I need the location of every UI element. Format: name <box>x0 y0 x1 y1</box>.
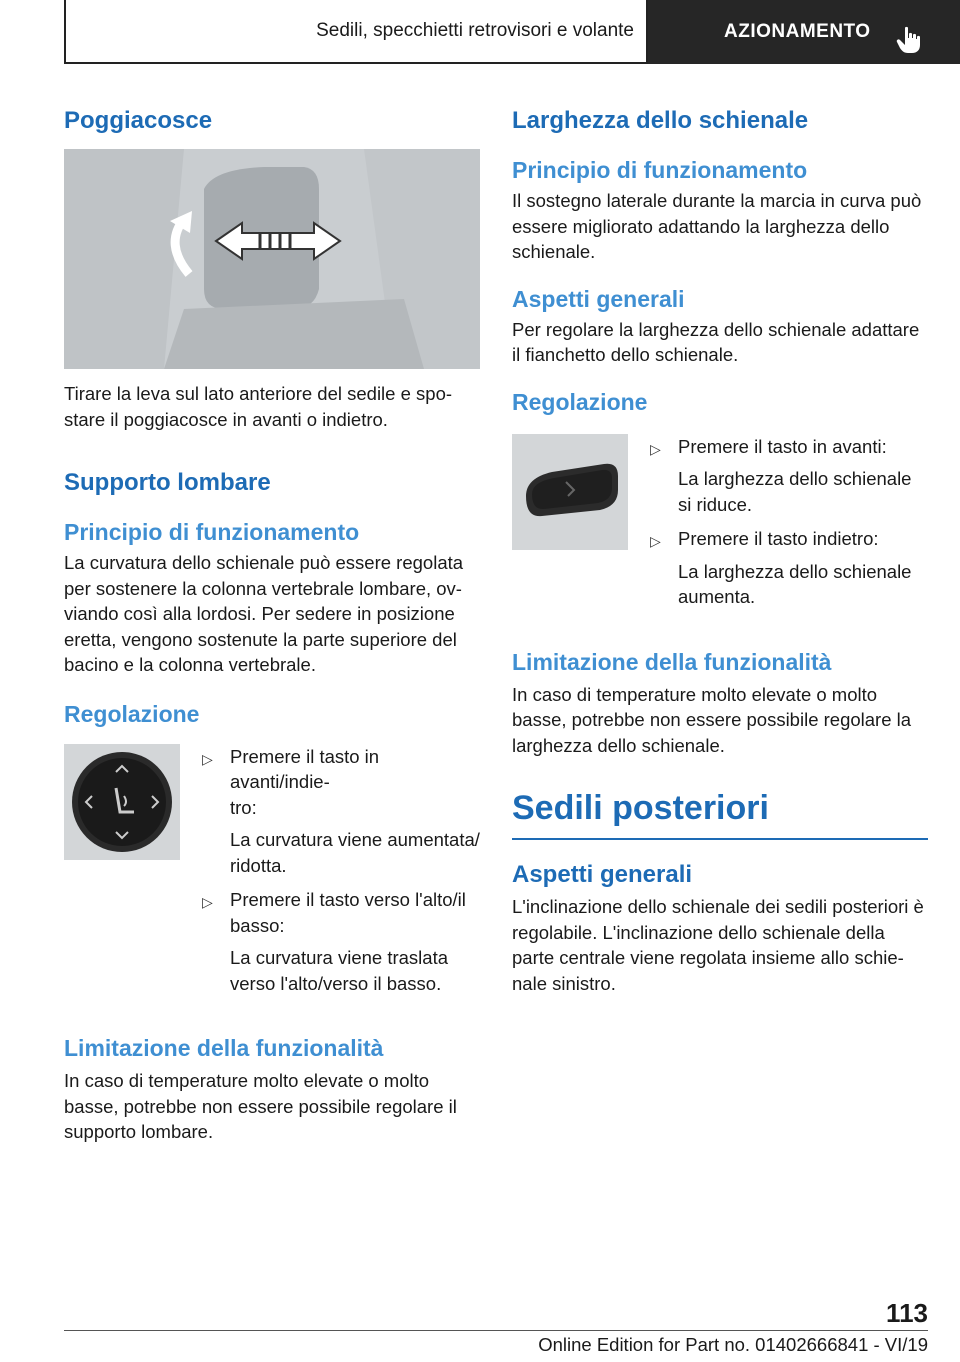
lumbar-switch-figure <box>64 744 180 860</box>
section-title: Sedili, specchietti retrovisori e volante <box>316 20 634 41</box>
width-principle-title: Principio di funzionamento <box>512 157 808 183</box>
triangle-bullet-icon: ▷ <box>650 533 661 549</box>
armrest-figure <box>64 149 480 369</box>
lumbar-adjust-block <box>64 744 482 997</box>
rear-seats-title: Sedili posteriori <box>512 784 928 840</box>
footer-divider <box>64 1330 928 1331</box>
width-title: Larghezza dello schienale <box>512 107 809 134</box>
edition-text: Online Edition for Part no. 01402666841 - VI/19 <box>538 1334 928 1355</box>
width-switch-illustration <box>512 434 628 550</box>
lumbar-principle-text: La curvatura dello schienale può essere regolata per sostenere la colonna vertebrale lombare, ov- viando così alla lordosi. Per sedere in posizione eretta, vengono sostenute la parte superiore del bacino e la colonna vertebrale. <box>64 552 464 675</box>
lumbar-title: Supporto lombare <box>64 469 271 496</box>
width-adjust-title: Regolazione <box>512 388 648 415</box>
width-switch-figure <box>512 434 628 550</box>
item-result: La curvatura viene traslata verso l'alto/verso il basso. <box>230 947 449 994</box>
lumbar-switch-illustration <box>64 744 180 860</box>
triangle-bullet-icon: ▷ <box>202 750 213 767</box>
lumbar-limit-text: In caso di temperature molto elevate o molto basse, potrebbe non essere possibile regolare il supporto lombare. <box>64 1070 457 1142</box>
item-action: Premere il tasto verso l'alto/il basso: <box>230 889 466 936</box>
triangle-bullet-icon: ▷ <box>650 440 661 457</box>
left-column <box>64 100 482 1145</box>
item-result: La larghezza dello schienale si riduce. <box>678 468 912 515</box>
armrest-illustration <box>64 149 480 369</box>
list-item <box>202 887 482 996</box>
list-item <box>650 434 928 518</box>
rear-general-title: Aspetti generali <box>512 861 693 888</box>
header-chapter-tab <box>648 0 960 64</box>
armrest-text: Tirare la leva sul lato anteriore del sedile e spo- stare il poggiacosce in avanti o indietro. <box>64 383 453 430</box>
width-general-text: Per regolare la larghezza dello schienale adattare il fianchetto dello schienale. <box>512 318 920 365</box>
lumbar-limit-title: Limitazione della funzionalità <box>64 1035 384 1061</box>
hand-pointer-icon <box>896 26 922 54</box>
lumbar-adjust-list <box>180 744 482 997</box>
item-action: Premere il tasto in avanti: <box>678 435 887 457</box>
page-number: 113 <box>886 1298 928 1328</box>
lumbar-adjust-title: Regolazione <box>64 700 200 727</box>
list-item <box>202 744 482 879</box>
armrest-title: Poggiacosce <box>64 107 213 134</box>
width-adjust-list <box>628 434 928 610</box>
width-general-title: Aspetti generali <box>512 285 685 312</box>
triangle-bullet-icon: ▷ <box>202 894 213 910</box>
list-item <box>650 526 928 610</box>
chapter-label: AZIONAMENTO <box>724 21 871 42</box>
item-action: Premere il tasto in avanti/indie- tro: <box>230 745 380 818</box>
header-section-title <box>64 0 648 64</box>
item-action: Premere il tasto indietro: <box>678 528 879 549</box>
rear-general-text: L'inclinazione dello schienale dei sedili posteriori è regolabile. L'inclinazione dello schienale della parte centrale viene regolata insieme allo schie- nale sinistro. <box>512 896 924 994</box>
width-principle-text: Il sostegno laterale durante la marcia in curva può essere migliorato adattando la larghezza dello schienale. <box>512 190 922 262</box>
width-limit-text: In caso di temperature molto elevate o molto basse, potrebbe non essere possibile regolare la larghezza dello schienale. <box>512 683 912 756</box>
width-limit-title: Limitazione della funzionalità <box>512 648 832 675</box>
item-result: La larghezza dello schienale aumenta. <box>678 560 912 607</box>
item-result: La curvatura viene aumentata/ ridotta. <box>230 829 480 876</box>
right-column <box>512 100 928 996</box>
lumbar-principle-title: Principio di funzionamento <box>64 519 360 545</box>
width-adjust-block <box>512 434 928 610</box>
